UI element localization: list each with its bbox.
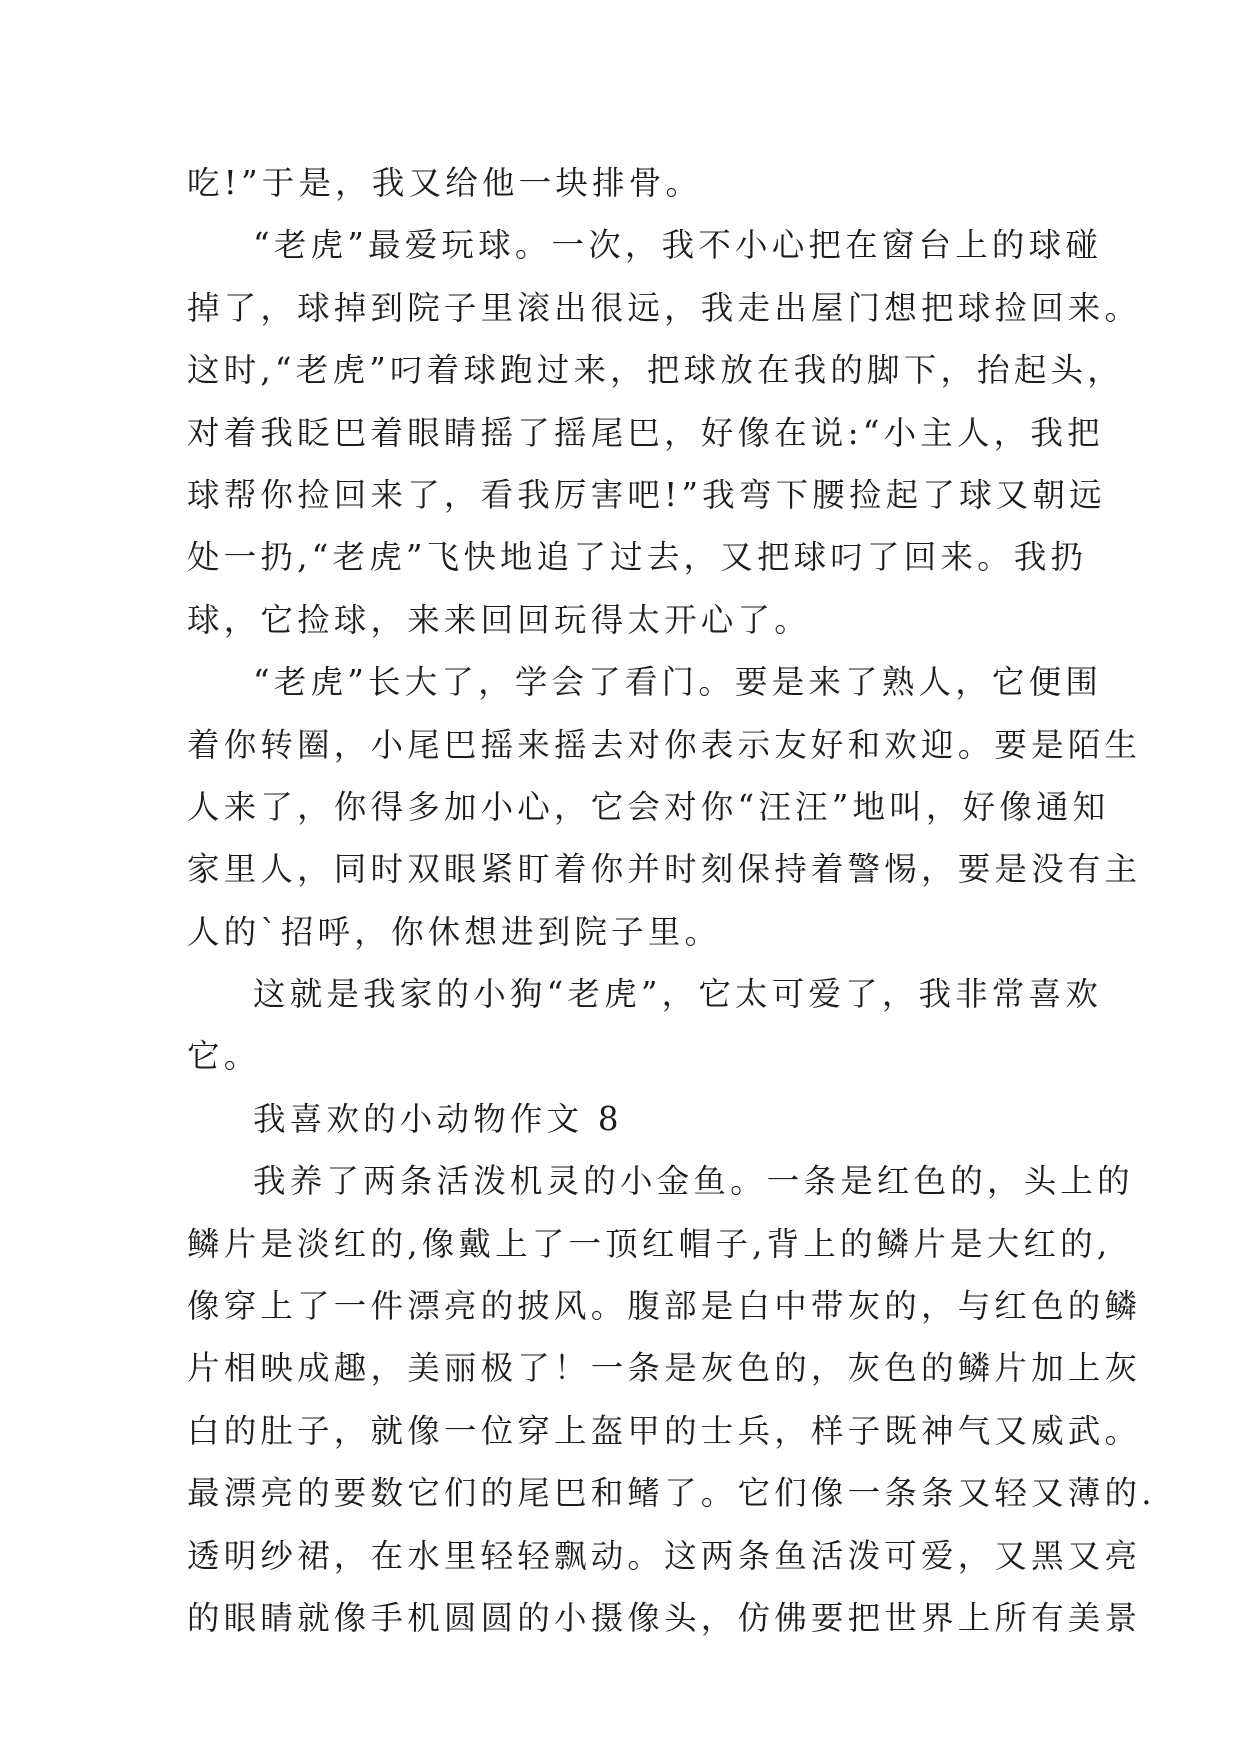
text-line: 球，它捡球，来来回回玩得太开心了。 [187, 600, 811, 639]
text-line: 对着我眨巴着眼睛摇了摇尾巴，好像在说:“小主人，我把 [187, 413, 1104, 452]
text-line: 我养了两条活泼机灵的小金鱼。一条是红色的，头上的 [253, 1162, 1134, 1201]
text-line: 像穿上了一件漂亮的披风。腹部是白中带灰的，与红色的鳞 [187, 1287, 1142, 1326]
text-line: 这就是我家的小狗“老虎”，它太可爱了，我非常喜欢 [253, 975, 1103, 1014]
text-line: 人来了，你得多加小心，它会对你“汪汪”地叫，好像通知 [187, 787, 1110, 826]
text-line: 着你转圈，小尾巴摇来摇去对你表示友好和欢迎。要是陌生 [187, 725, 1142, 764]
text-line: “老虎”长大了，学会了看门。要是来了熟人，它便围 [253, 663, 1103, 702]
text-line: 处一扔,“老虎”飞快地追了过去，又把球叼了回来。我扔 [187, 538, 1088, 577]
text-line: 这时,“老虎”叼着球跑过来，把球放在我的脚下，抬起头， [187, 351, 1124, 390]
text-line: 人的`招呼，你休想进到院子里。 [187, 912, 722, 951]
text-line: 吃!”于是，我又给他一块排骨。 [187, 164, 703, 202]
text-line: 我喜欢的小动物作文 8 [253, 1099, 623, 1138]
text-line: 家里人，同时双眼紧盯着你并时刻保持着警惕，要是没有主 [187, 850, 1142, 889]
text-line: 透明纱裙，在水里轻轻飘动。这两条鱼活泼可爱，又黑又亮 [187, 1536, 1142, 1575]
text-line: 的眼睛就像手机圆圆的小摄像头，仿佛要把世界上所有美景 [187, 1598, 1142, 1637]
text-line: 最漂亮的要数它们的尾巴和鳍了。它们像一条条又轻又薄的. [187, 1474, 1156, 1513]
text-line: 它。 [187, 1037, 261, 1076]
text-line: 白的肚子，就像一位穿上盔甲的士兵，样子既神气又威武。 [187, 1411, 1142, 1450]
essay-text [187, 152, 1156, 1649]
text-line: 球帮你捡回来了，看我厉害吧!”我弯下腰捡起了球又朝远 [187, 475, 1106, 514]
text-line: 片相映成趣，美丽极了！一条是灰色的，灰色的鳞片加上灰 [187, 1349, 1142, 1388]
text-line: 鳞片是淡红的,像戴上了一顶红帽子,背上的鳞片是大红的, [187, 1224, 1112, 1263]
text-line: 掉了，球掉到院子里滚出很远，我走出屋门想把球捡回来。 [187, 288, 1142, 327]
text-line: “老虎”最爱玩球。一次，我不小心把在窗台上的球碰 [253, 226, 1103, 265]
